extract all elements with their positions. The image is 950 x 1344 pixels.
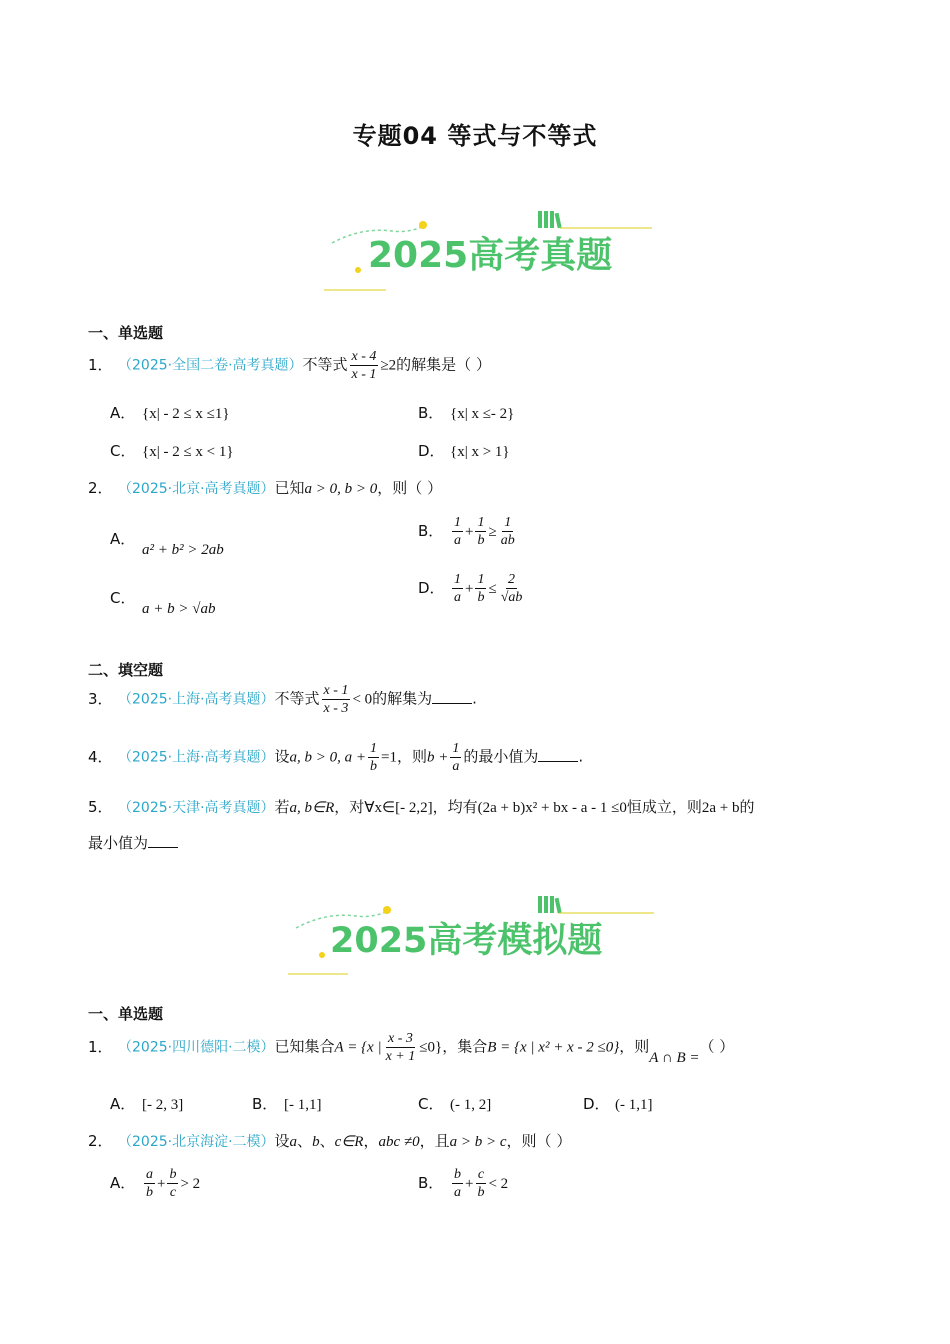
option-d[interactable]: D． (- 1,1] — [583, 1095, 653, 1113]
question-3: 3． （2025·上海·高考真题）不等式 $\frac{x - 1}{x - 3}$ < 0的解集为 . — [88, 683, 477, 716]
section-banner-real-exam — [322, 205, 657, 295]
option-a[interactable]: A．a² + b² > 2ab — [110, 530, 224, 558]
option-b[interactable]: B． $\frac{1}{a}$ + $\frac{1}{b}$ ≥ $\frac{1}{ab}$ — [418, 515, 515, 548]
yellow-dot — [355, 267, 361, 273]
option-c[interactable]: C．a + b > √ab — [110, 589, 216, 617]
option-b[interactable]: B． [- 1,1] — [252, 1095, 322, 1113]
yellow-dot — [319, 952, 325, 958]
fraction: $\frac{x - 4}{x - 1}$ — [351, 349, 377, 382]
question-source: （2025·上海·高考真题） — [118, 749, 275, 766]
answer-blank[interactable] — [148, 833, 178, 848]
question-source: （2025·上海·高考真题） — [118, 691, 275, 708]
books-icon — [538, 896, 562, 913]
section-heading-fill-in: 二、填空题 — [88, 661, 164, 679]
option-d[interactable]: D． {x| x > 1} — [418, 442, 510, 460]
yellow-dot — [383, 906, 391, 914]
option-c[interactable]: C． {x| - 2 ≤ x < 1} — [110, 442, 234, 460]
answer-blank[interactable] — [432, 689, 472, 704]
question-1: 1． （2025·四川德阳·二模）已知集合A = {x | $\frac{x - 3}{x + 1}$ ≤0}，集合B = {x | x² + x - 2 ≤0}，则A ∩ B =（ ） — [88, 1031, 735, 1066]
question-2: 2． （2025·北京·高考真题）已知a > 0, b > 0，则（ ） — [88, 479, 443, 497]
option-a[interactable]: A． [- 2, 3] — [110, 1095, 184, 1113]
books-icon — [538, 211, 562, 228]
banner-text: 2025高考真题 — [368, 235, 613, 276]
question-source: （2025·北京海淀·二模） — [118, 1134, 275, 1150]
question-4: 4． （2025·上海·高考真题）设a, b > 0, a + $\frac{1}{b}$ =1，则b + $\frac{1}{a}$ 的最小值为 . — [88, 741, 584, 774]
question-5: 5． （2025·天津·高考真题）若a, b∈R，对∀x∈[- 2,2]，均有(2a + b)x² + bx - a - 1 ≤0恒成立，则2a + b的 — [88, 798, 755, 816]
option-d[interactable]: D． $\frac{1}{a}$ + $\frac{1}{b}$ ≤ $\frac{2}{√ab}$ — [418, 572, 523, 605]
option-b[interactable]: B． {x| x ≤- 2} — [418, 404, 515, 422]
option-b[interactable]: B． $\frac{b}{a}$ + $\frac{c}{b}$ < 2 — [418, 1167, 509, 1200]
question-source: （2025·天津·高考真题） — [118, 800, 275, 816]
yellow-dot — [419, 221, 427, 229]
answer-blank[interactable] — [538, 747, 578, 762]
question-1: 1． （2025·全国二卷·高考真题）不等式 $\frac{x - 4}{x - 1}$ ≥2的解集是（ ） — [88, 349, 491, 382]
question-source: （2025·全国二卷·高考真题） — [118, 357, 303, 374]
option-c[interactable]: C． (- 1, 2] — [418, 1095, 492, 1113]
section-heading-single-choice: 一、单选题 — [88, 1005, 164, 1023]
banner-decoration — [286, 890, 661, 980]
question-source: （2025·北京·高考真题） — [118, 481, 275, 497]
page-title: 专题04 等式与不等式 — [352, 122, 598, 150]
banner-text: 2025高考模拟题 — [330, 921, 603, 961]
question-2: 2． （2025·北京海淀·二模）设a、b、c∈R，abc ≠0，且a > b > c，则（ ） — [88, 1132, 572, 1150]
question-5-continuation: 最小值为 — [88, 832, 178, 853]
section-heading-single-choice: 一、单选题 — [88, 324, 164, 342]
section-banner-mock-exam — [286, 890, 661, 980]
banner-decoration — [322, 205, 657, 295]
option-a[interactable]: A． {x| - 2 ≤ x ≤1} — [110, 404, 230, 422]
question-source: （2025·四川德阳·二模） — [118, 1039, 275, 1056]
option-a[interactable]: A． $\frac{a}{b}$ + $\frac{b}{c}$ > 2 — [110, 1167, 201, 1200]
